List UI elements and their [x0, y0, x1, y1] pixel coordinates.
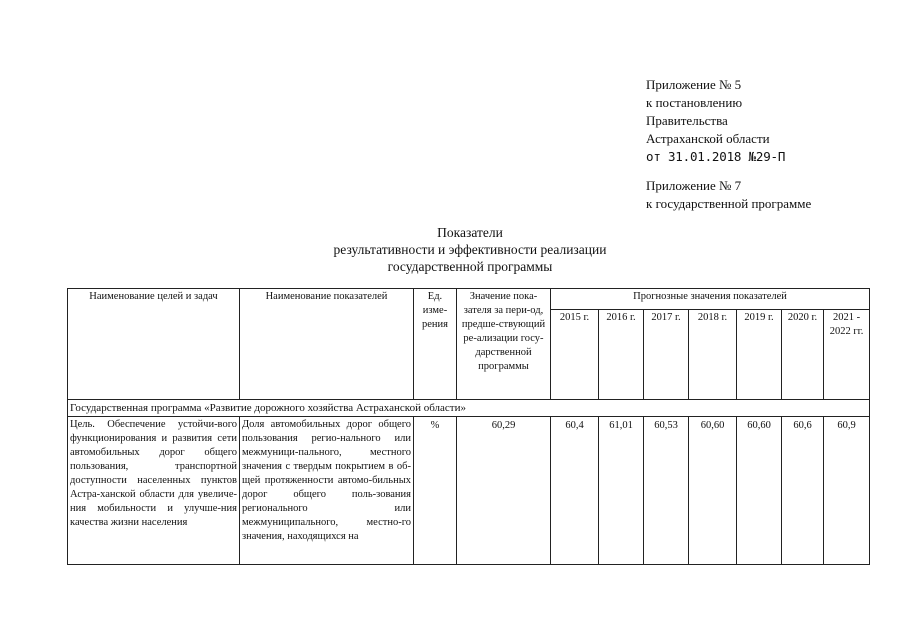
- value-cell: 60,4: [551, 417, 599, 565]
- value-cell: 61,01: [599, 417, 644, 565]
- header-year: 2019 г.: [737, 310, 782, 400]
- appendix-5-line: Правительства: [646, 113, 728, 128]
- appendix-5-line: к постановлению: [646, 95, 743, 110]
- appendix-7-line: к государственной программе: [646, 196, 812, 211]
- value-cell: 60,60: [737, 417, 782, 565]
- header-year: 2018 г.: [689, 310, 737, 400]
- table-row: [68, 400, 870, 417]
- indicators-table: [67, 288, 870, 565]
- value-cell: 60,60: [689, 417, 737, 565]
- appendix-5-block: [646, 76, 785, 166]
- header-year: 2015 г.: [551, 310, 599, 400]
- header-year: 2021 - 2022 гг.: [824, 310, 870, 400]
- value-cell: 60,53: [644, 417, 689, 565]
- program-name: Государственная программа «Развитие дорожного хозяйства Астраханской области»: [68, 400, 870, 417]
- header-indicators: Наименование показателей: [240, 289, 414, 400]
- appendix-5-line: Приложение № 5: [646, 77, 742, 92]
- appendix-5-date-number: от 31.01.2018 №29-П: [646, 149, 786, 164]
- header-year: 2020 г.: [782, 310, 824, 400]
- header-year: 2017 г.: [644, 310, 689, 400]
- appendix-5-line: Астраханской области: [646, 131, 770, 146]
- appendix-7-block: [646, 177, 811, 213]
- value-cell: 60,6: [782, 417, 824, 565]
- unit-cell: %: [414, 417, 457, 565]
- document-title: [240, 224, 700, 275]
- header-year: 2016 г.: [599, 310, 644, 400]
- goal-cell: Цель. Обеспечение устойчи-вого функционирования и развития сети автомобильных дорог общего пользования, транспортной доступности населенных пунктов Астра-ханской области для увеличе-ния мобильности и улучше-ния качества жизни населения: [68, 417, 240, 565]
- header-goals: Наименование целей и задач: [68, 289, 240, 400]
- table-header-row: [68, 289, 870, 310]
- title-line: государственной программы: [387, 259, 553, 274]
- title-line: Показатели: [437, 225, 503, 240]
- indicator-cell: Доля автомобильных дорог общего пользования регио-нального или межмуници-пального, местного значения с твердым покрытием в об-щей протяженности автомо-бильных дорог общего поль-зования регионального или межмуниципального, местно-го значения, находящихся на: [240, 417, 414, 565]
- appendix-7-line: Приложение № 7: [646, 178, 742, 193]
- header-unit: Ед. изме-рения: [414, 289, 457, 400]
- header-forecast: Прогнозные значения показателей: [551, 289, 870, 310]
- value-cell: 60,9: [824, 417, 870, 565]
- title-line: результативности и эффективности реализации: [333, 242, 607, 257]
- header-prev-value: Значение пока-зателя за пери-од, предше-ствующий ре-ализации госу-дарственной программы: [457, 289, 551, 400]
- prev-value-cell: 60,29: [457, 417, 551, 565]
- table-row: [68, 417, 870, 565]
